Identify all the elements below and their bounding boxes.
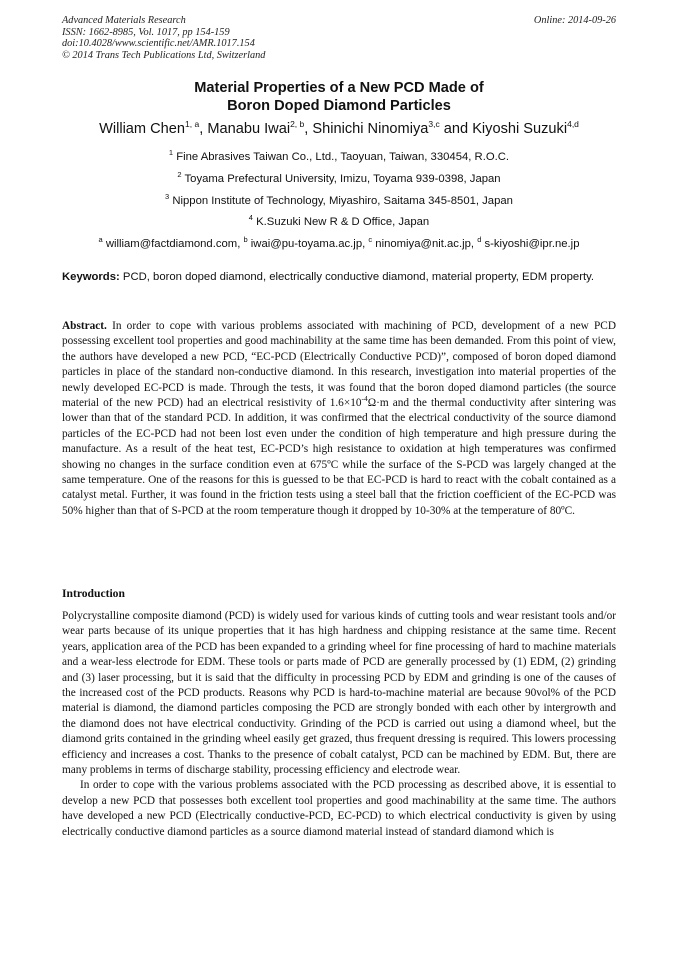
- affiliation-3: [40, 194, 638, 208]
- author-affiliation-mark: 2, b: [290, 119, 305, 129]
- affiliation-text: Nippon Institute of Technology, Miyashiro, Saitama 345-8501, Japan: [172, 195, 513, 207]
- email-mark: c: [368, 235, 373, 244]
- affiliation-2: [40, 172, 638, 186]
- keywords-text: PCD, boron doped diamond, electrically conductive diamond, material property, EDM property.: [119, 271, 595, 283]
- author-affiliation-mark: 1, a: [185, 119, 200, 129]
- email-mark: a: [98, 235, 103, 244]
- affiliation-4: [40, 215, 638, 229]
- author-name: Shinichi Ninomiya: [312, 121, 429, 137]
- author-list: [40, 120, 638, 138]
- email-address[interactable]: s-kiyoshi@ipr.ne.jp: [484, 238, 580, 250]
- journal-name: Advanced Materials Research: [62, 15, 186, 26]
- resistivity-exponent: -4: [361, 394, 368, 404]
- email-address[interactable]: ninomiya@nit.ac.jp: [375, 238, 471, 250]
- email-list: $^a$ william@factdiamond.com, $^b$ iwai@pu-toyama.ac.jp, $^c$ ninomiya@nit.ac.jp, $^d$ s-kiyoshi@ipr.ne.jp: [98, 235, 580, 250]
- author-name: Manabu Iwai: [207, 121, 291, 137]
- email-mark: b: [243, 235, 248, 244]
- online-date: Online: 2014-09-26: [533, 15, 616, 26]
- copyright-line: © 2014 Trans Tech Publications Ltd, Switzerland: [62, 49, 266, 61]
- affiliation-mark: 4: [248, 213, 253, 222]
- affiliation-text: K.Suzuki New R & D Office, Japan: [256, 216, 430, 228]
- paragraph: Polycrystalline composite diamond (PCD) is widely used for various kinds of cutting tools and wear resistant tools and/or wear parts because of its unique properties that it has high hardness and chipping resistance at the same time. Recent years, application area of the PCD has been expanded to a grinding wheel for fine processing of hard to machine materials and a wear-less electrode for EDM. These tools or parts made of PCD are generally processed by (1) EDM, (2) grinding and (3) laser processing, but it is said that the difficulty in processing PCD by EDM and grinding is one of the causes of the increased cost of the PCD products. Reasons why PCD is hard-to-machine material are because 90vol% of the PCD material is diamond, the diamond particles composing the PCD are strongly bonded with each other by intergrowth and the diamond does not have electrical conductivity. Grinding of the PCD is carried out using a diamond wheel, but the diamond grits contained in the grinding wheel easily get grazed, thus frequent dressing is required. This lowers processing efficiency and increases a cost. Thanks to the presence of cobalt catalyst, PCD can be machined by EDM. But, there are many problems in terms of discharge stability, processing efficiency and electrode wear.: [62, 610, 616, 777]
- abstract-text: In order to cope with various problems associated with machining of PCD, development of a new PCD possessing excellent tool properties and good machinability at the same time has been demanded. From this point of view, the authors have developed a new PCD, “EC-PCD (Electrically Conductive PCD)”, composed of boron doped diamond particles in place of the standard non-conductive diamond. In this research, investigation into material properties of the newly developed EC-PCD is made. Through the tests, it was found that the boron doped diamond particles (the source material of the new PCD) had an electrical resistivity of 1.6×10: [62, 320, 616, 410]
- affiliation-mark: 3: [165, 192, 170, 201]
- abstract-block: [62, 319, 616, 519]
- affiliation-1: [40, 150, 638, 164]
- doi-line: doi:10.4028/www.scientific.net/AMR.1017.154: [62, 38, 255, 50]
- email-mark: d: [477, 235, 482, 244]
- paragraph: In order to cope with the various problems associated with the PCD processing as described above, it is essential to develop a new PCD that possesses both excellent tool properties and good machinability at the same time. The authors have developed a new PCD (Electrically conductive-PCD, EC-PCD) to which electrical conductivity is given by using electrically conductive diamond particles as a source diamond material instead of standard diamond which is: [62, 779, 616, 838]
- keywords-label: Keywords:: [62, 271, 120, 283]
- email-address[interactable]: william@factdiamond.com: [105, 238, 238, 250]
- email-address[interactable]: iwai@pu-toyama.ac.jp: [250, 238, 363, 250]
- title-line-1: Material Properties of a New PCD Made of: [194, 80, 484, 96]
- paper-title: [62, 80, 616, 115]
- affiliation-mark: 2: [177, 170, 182, 179]
- section-heading-introduction: Introduction: [62, 587, 125, 600]
- abstract-label: Abstract.: [62, 320, 107, 332]
- affiliation-text: Toyama Prefectural University, Imizu, Toyama 939-0398, Japan: [184, 173, 501, 185]
- author-affiliation-mark: 3,c: [428, 119, 440, 129]
- issn-line: ISSN: 1662-8985, Vol. 1017, pp 154-159: [62, 26, 230, 38]
- title-line-2: Boron Doped Diamond Particles: [227, 97, 451, 114]
- keywords-block: [62, 270, 616, 285]
- affiliation-text: Fine Abrasives Taiwan Co., Ltd., Taoyuan, Taiwan, 330454, R.O.C.: [176, 151, 510, 163]
- author-name: William Chen: [99, 121, 186, 137]
- author-affiliation-mark: 4,d: [567, 119, 579, 129]
- journal-header: [62, 15, 616, 61]
- author-separator: ,: [199, 121, 208, 137]
- author-name: Kiyoshi Suzuki: [472, 121, 568, 137]
- affiliation-mark: 1: [168, 148, 174, 157]
- author-conjunction: and: [439, 121, 473, 137]
- abstract-text: Ω·m and the thermal conductivity after sintering was lower than that of the standard PCD. In addition, it was confirmed that the electrical conductivity of the source diamond particles of the EC-PCD had not been lost even under the condition of high temperature and high pressure during the manufacture. As a result of the heat test, EC-PCD’s high resistance to oxidation at high temperatures was confirmed showing no changes in the surface condition even at 675ºC while the surface of the S-PCD was largely changed at the same temperature. One of the reasons for this is guessed to be that EC-PCD is hard to react with the cobalt contained as a catalyst metal. Further, it was found in the friction tests using a steel ball that the friction coefficient of the EC-PCD was 50% higher than that of S-PCD at the room temperature though it dropped by 10-30% at the temperature of 80ºC.: [62, 397, 616, 517]
- author-separator: ,: [304, 121, 313, 137]
- introduction-body: [62, 609, 616, 939]
